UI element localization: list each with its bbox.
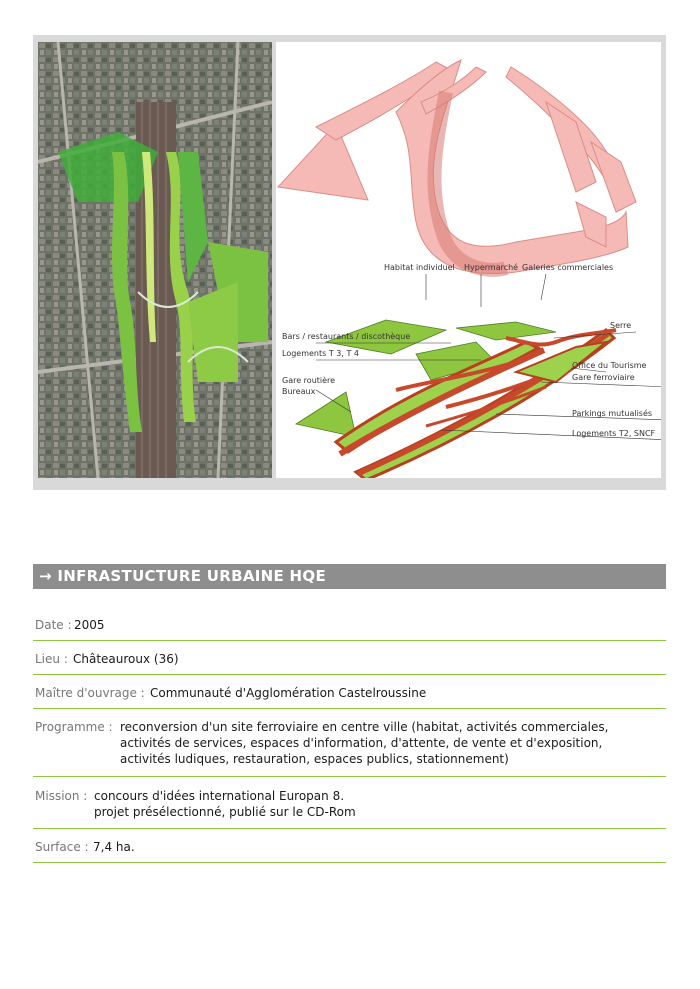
detail-mission (33, 788, 666, 829)
axonometric-diagram (276, 42, 661, 478)
label-bars: Bars / restaurants / discothèque (282, 332, 411, 341)
lieu-value: Châteauroux (36) (73, 652, 179, 666)
surface-value: 7,4 ha. (93, 840, 135, 854)
label-logements-t2: Logements T2, SNCF (572, 429, 656, 438)
surface-label: Surface : (35, 840, 89, 854)
programme-label: Programme : (35, 720, 113, 734)
programme-line: reconversion d'un site ferroviaire en centre ville (habitat, activités commerciales, (120, 720, 609, 734)
maitre-value: Communauté d'Agglomération Castelroussine (150, 686, 427, 700)
detail-programme (33, 719, 666, 777)
programme-line: activités ludiques, restauration, espaces publics, stationnement) (120, 752, 509, 766)
label-bureaux: Bureaux (282, 387, 316, 396)
mission-label: Mission : (35, 789, 88, 803)
detail-maitre (33, 685, 666, 709)
date-value: 2005 (74, 618, 105, 632)
label-parkings: Parkings mutualisés (572, 409, 653, 418)
label-gare-ferro: Gare ferroviaire (572, 373, 635, 382)
aerial-photo (38, 42, 272, 478)
programme-value (120, 719, 608, 767)
project-figure (33, 35, 666, 490)
mission-line: concours d'idées international Europan 8. (94, 789, 345, 803)
label-logements-t3: Logements T 3, T 4 (282, 349, 359, 358)
maitre-label: Maître d'ouvrage : (35, 686, 145, 700)
detail-date (33, 617, 666, 641)
mission-value (94, 788, 356, 820)
lieu-label: Lieu : (35, 652, 68, 666)
label-office: Office du Tourisme (572, 361, 647, 370)
label-gare-routiere: Gare routière (282, 376, 336, 385)
label-galeries: Galeries commerciales (522, 263, 614, 272)
label-hypermarche: Hypermarché (464, 263, 519, 272)
mission-line: projet présélectionné, publié sur le CD-Rom (94, 805, 356, 819)
detail-surface (33, 839, 666, 863)
pink-volumes (278, 60, 636, 274)
detail-lieu (33, 651, 666, 675)
label-habitat: Habitat individuel (384, 263, 455, 272)
programme-line: activités de services, espaces d'information, d'attente, de vente et d'exposition, (120, 736, 603, 750)
label-serre: Serre (610, 321, 632, 330)
section-banner (33, 564, 666, 589)
green-red-volumes (296, 320, 616, 478)
date-label: Date : (35, 618, 72, 632)
section-title: → INFRASTUCTURE URBAINE HQE (39, 567, 327, 585)
